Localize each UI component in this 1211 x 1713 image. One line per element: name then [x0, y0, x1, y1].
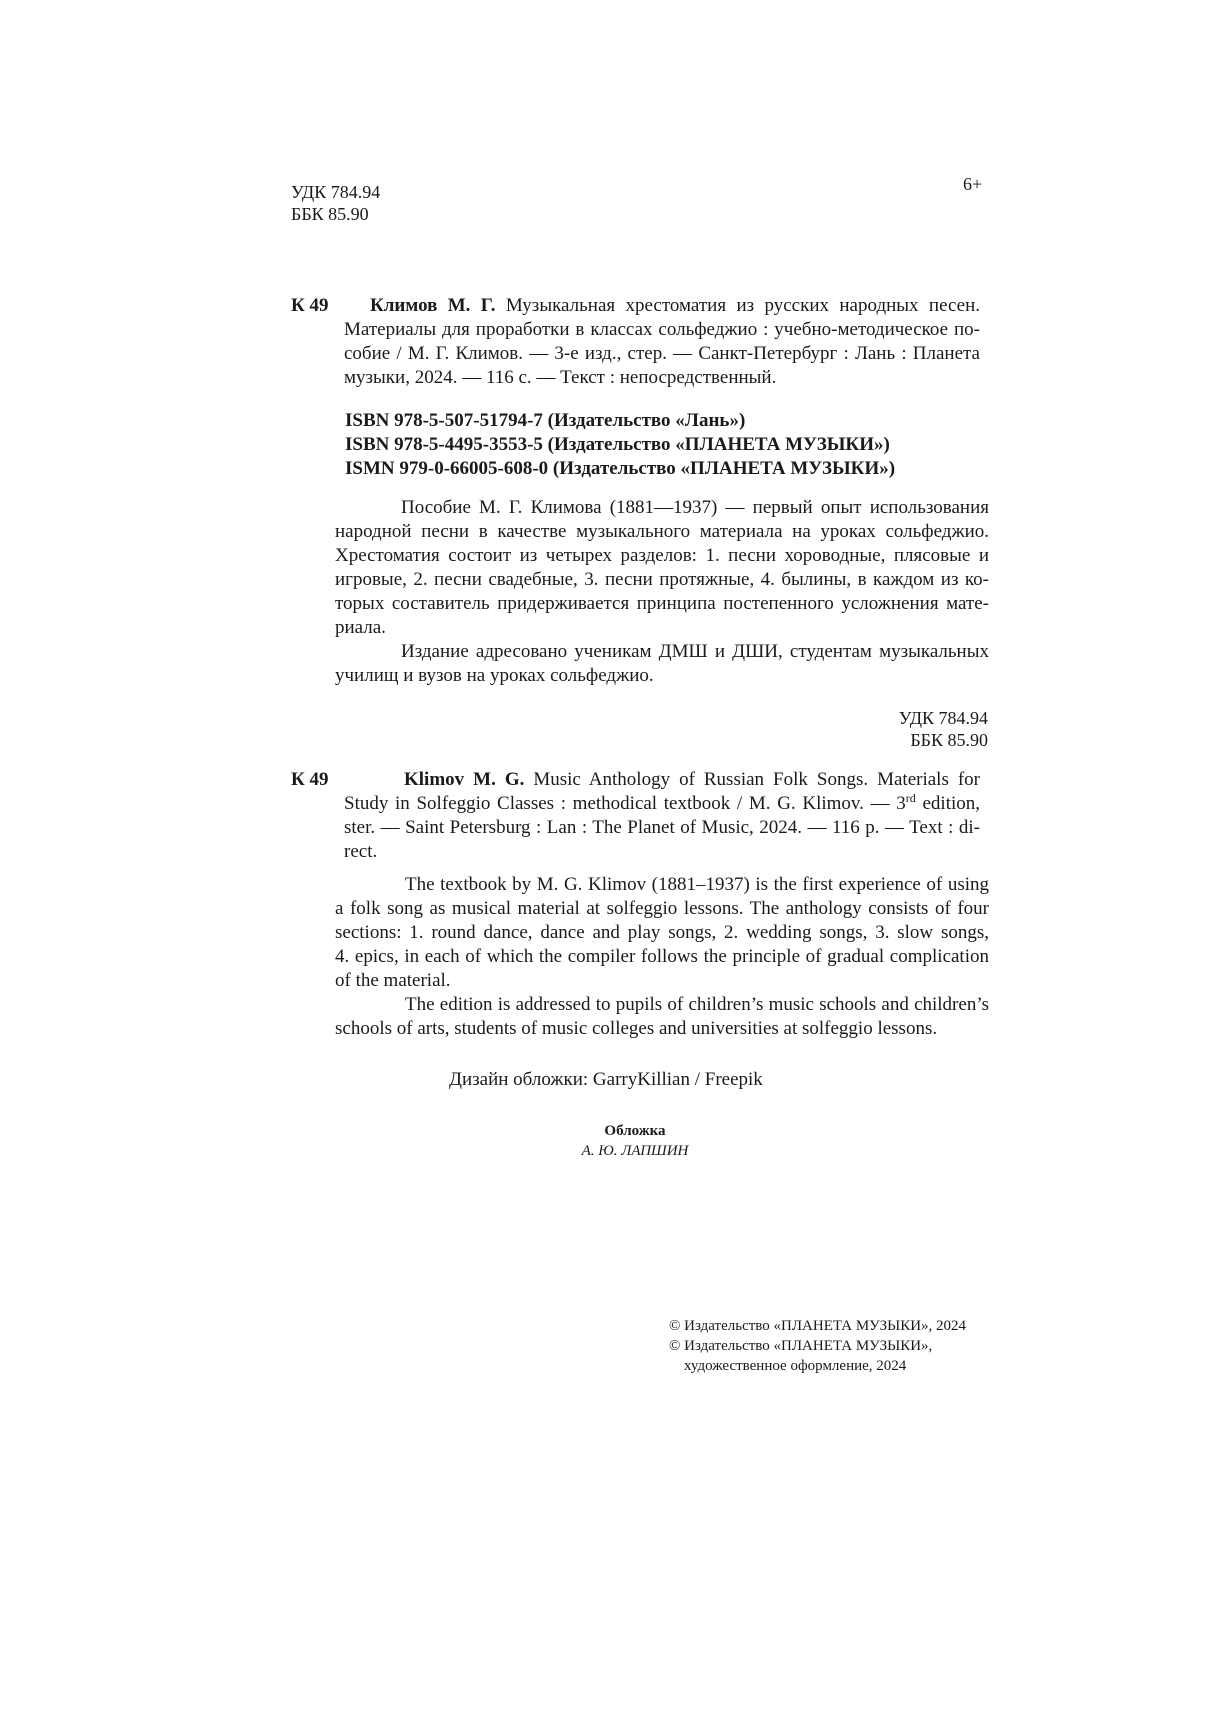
ru-entry-line-3: собие / М. Г. Климов. — 3-е изд., стер. — Санкт-Петербург : Лань : Планета	[344, 343, 980, 364]
en-annotation-line: The textbook by M. G. Klimov (1881–1937) is the first experience of using	[405, 874, 989, 895]
ru-annotation-line: народной песни в качестве музыкального материала на уроках сольфеджио.	[335, 521, 989, 542]
ru-annotation-line: Издание адресовано ученикам ДМШ и ДШИ, студентам музыкальных	[401, 641, 989, 662]
ru-annotation-line: училищ и вузов на уроках сольфеджио.	[335, 665, 654, 686]
en-annotation-line: The edition is addressed to pupils of children’s music schools and children’s	[405, 994, 989, 1015]
en-author-name: Klimov M. G.	[404, 769, 525, 790]
identifiers-block	[345, 409, 895, 481]
ru-annotation-line: игровые, 2. песни свадебные, 3. песни протяжные, 4. былины, в каждом из ко-	[335, 569, 989, 590]
ru-author-name: Климов М. Г.	[370, 295, 496, 316]
ru-annotation-line: Пособие М. Г. Климова (1881—1937) — первый опыт использования	[401, 497, 989, 518]
isbn-planeta: ISBN 978-5-4495-3553-5 (Издательство «ПЛАНЕТА МУЗЫКИ»)	[345, 434, 890, 455]
bbk-code: ББК 85.90	[291, 204, 369, 224]
age-rating: 6+	[963, 174, 983, 194]
ru-title-line-1: Музыкальная хрестоматия из русских народных песен.	[505, 295, 981, 316]
en-annotation-line: schools of arts, students of music colleges and universities at solfeggio lessons.	[335, 1018, 938, 1039]
en-annotation-line: sections: 1. round dance, dance and play songs, 2. wedding songs, 3. slow songs,	[335, 922, 989, 943]
cover-design-credit: Дизайн обложки: GarryKillian / Freepik	[449, 1069, 763, 1090]
en-annotation-line: of the material.	[335, 970, 451, 991]
bbk-code: ББК 85.90	[910, 730, 988, 750]
copyright-line: © Издательство «ПЛАНЕТА МУЗЫКИ»,	[669, 1338, 933, 1354]
en-edition-ordinal: rd	[905, 791, 916, 805]
cover-artist-name: А. Ю. ЛАПШИН	[581, 1143, 689, 1159]
en-entry-line-4: rect.	[344, 841, 378, 862]
en-annotation	[335, 873, 989, 1041]
en-entry-line-3: ster. — Saint Petersburg : Lan : The Planet of Music, 2024. — 116 p. — Text : di-	[344, 817, 980, 838]
top-classification-codes	[291, 181, 380, 225]
ru-entry-line-2: Материалы для проработки в классах сольфеджио : учебно-методическое по-	[344, 319, 980, 340]
en-annotation-line: 4. epics, in each of which the compiler follows the principle of gradual complication	[335, 946, 989, 967]
copyright-block	[669, 1316, 966, 1376]
udk-code: УДК 784.94	[898, 708, 988, 728]
en-bibliographic-entry	[344, 768, 980, 864]
copyright-line: © Издательство «ПЛАНЕТА МУЗЫКИ», 2024	[669, 1318, 967, 1334]
ru-author-index: К 49	[291, 295, 329, 316]
ismn-planeta: ISMN 979-0-66005-608-0 (Издательство «ПЛАНЕТА МУЗЫКИ»)	[345, 458, 896, 479]
isbn-lan: ISBN 978-5-507-51794-7 (Издательство «Лань»)	[345, 410, 746, 431]
ru-entry-line-4: музыки, 2024. — 116 с. — Текст : непосредственный.	[344, 367, 777, 388]
cover-credit	[535, 1121, 735, 1161]
en-entry-line-2a: Study in Solfeggio Classes : methodical textbook / M. G. Klimov. — 3	[344, 793, 906, 814]
en-annotation-line: a folk song as musical material at solfeggio lessons. The anthology consists of four	[335, 898, 989, 919]
en-title-line-1: Music Anthology of Russian Folk Songs. Materials for	[533, 769, 980, 790]
ru-bibliographic-entry	[344, 294, 980, 390]
ru-annotation-line: торых составитель придерживается принципа постепенного усложнения мате-	[335, 593, 989, 614]
ru-annotation-line: риала.	[335, 617, 386, 638]
cover-label: Обложка	[604, 1123, 666, 1139]
copyright-line: художественное оформление, 2024	[684, 1358, 907, 1374]
ru-annotation-line: Хрестоматия состоит из четырех разделов: 1. песни хороводные, плясовые и	[335, 545, 989, 566]
udk-code: УДК 784.94	[291, 182, 381, 202]
en-author-index: К 49	[291, 769, 329, 790]
ru-annotation	[335, 496, 989, 688]
bottom-classification-codes	[760, 707, 988, 751]
en-entry-line-2b: edition,	[922, 793, 981, 814]
